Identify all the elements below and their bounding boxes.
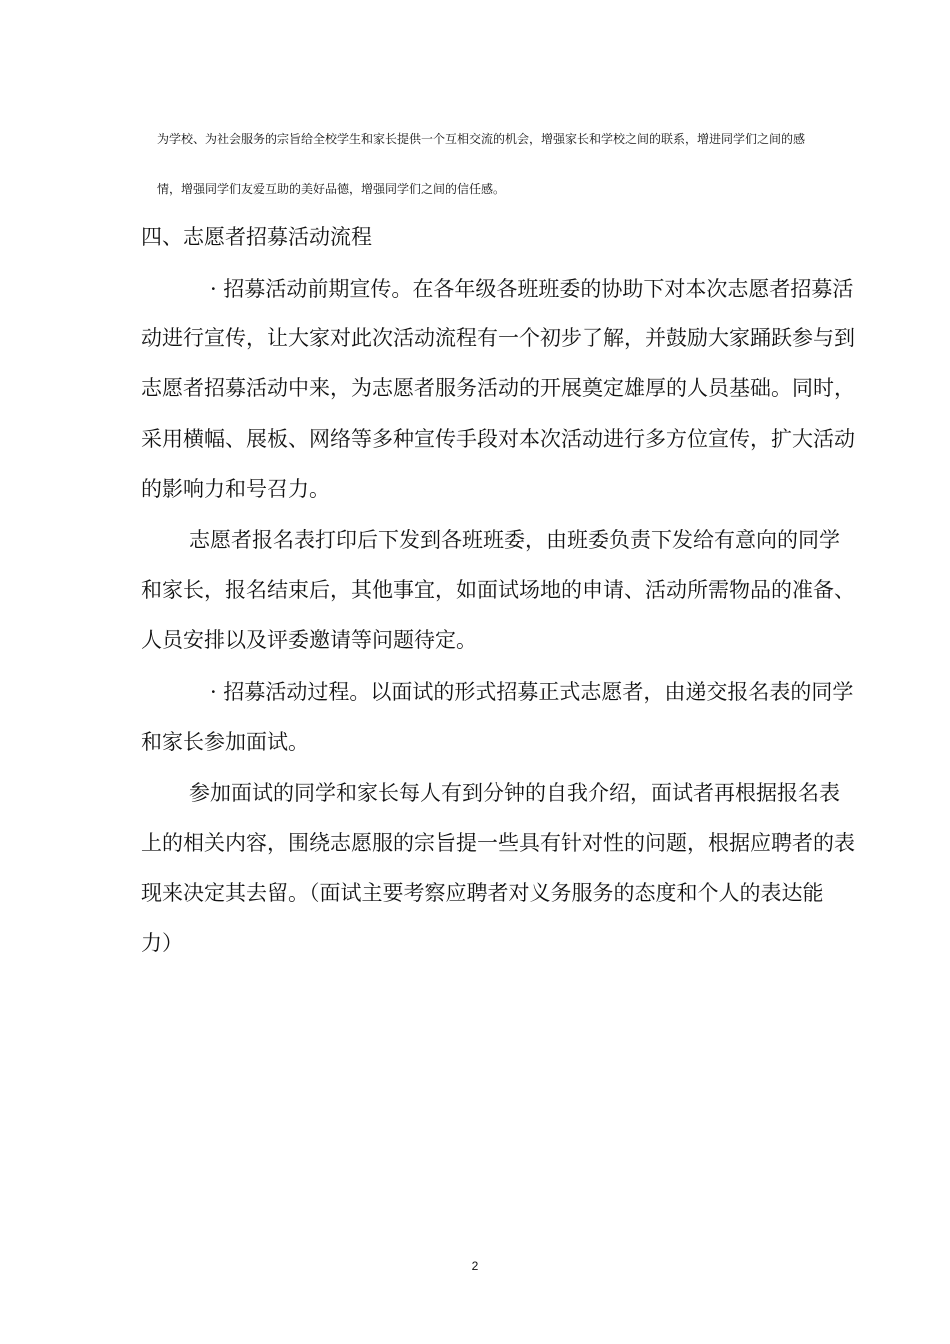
- para3-line-1: · 招募活动过程。以面试的形式招募正式志愿者，由递交报名表的同学: [210, 680, 854, 704]
- para2-line-1: 志愿者报名表打印后下发到各班班委，由班委负责下发给有意向的同学: [189, 528, 840, 552]
- intro-line-1: 为学校、为社会服务的宗旨给全校学生和家长提供一个互相交流的机会，增强家长和学校之间的联系，增进同学们之间的感: [157, 132, 806, 146]
- para4-line-2: 上的相关内容，围绕志愿服的宗旨提一些具有针对性的问题，根据应聘者的表: [141, 831, 855, 855]
- para1-line-1: · 招募活动前期宣传。在各年级各班班委的协助下对本次志愿者招募活: [210, 277, 854, 301]
- intro-line-2: 情，增强同学们友爱互助的美好品德，增强同学们之间的信任感。: [157, 182, 506, 196]
- para2-line-3: 人员安排以及评委邀请等问题待定。: [141, 628, 477, 652]
- para4-line-4: 力）: [141, 931, 183, 955]
- para4-line-3: 现来决定其去留。（面试主要考察应聘者对义务服务的态度和个人的表达能: [141, 881, 824, 905]
- para3-line-2: 和家长参加面试。: [141, 730, 309, 754]
- section-heading: 四、志愿者招募活动流程: [141, 225, 372, 249]
- para1-line-3: 志愿者招募活动中来，为志愿者服务活动的开展奠定雄厚的人员基础。同时，: [141, 376, 855, 400]
- para1-line-4: 采用横幅、展板、网络等多种宣传手段对本次活动进行多方位宣传，扩大活动: [141, 427, 855, 451]
- page-number: 2: [471, 1259, 479, 1273]
- para4-line-1: 参加面试的同学和家长每人有到分钟的自我介绍，面试者再根据报名表: [189, 781, 840, 805]
- para1-line-2: 动进行宣传，让大家对此次活动流程有一个初步了解，并鼓励大家踊跃参与到: [141, 326, 855, 350]
- para2-line-2: 和家长，报名结束后，其他事宜，如面试场地的申请、活动所需物品的准备、: [141, 578, 855, 602]
- para1-line-5: 的影响力和号召力。: [141, 477, 330, 501]
